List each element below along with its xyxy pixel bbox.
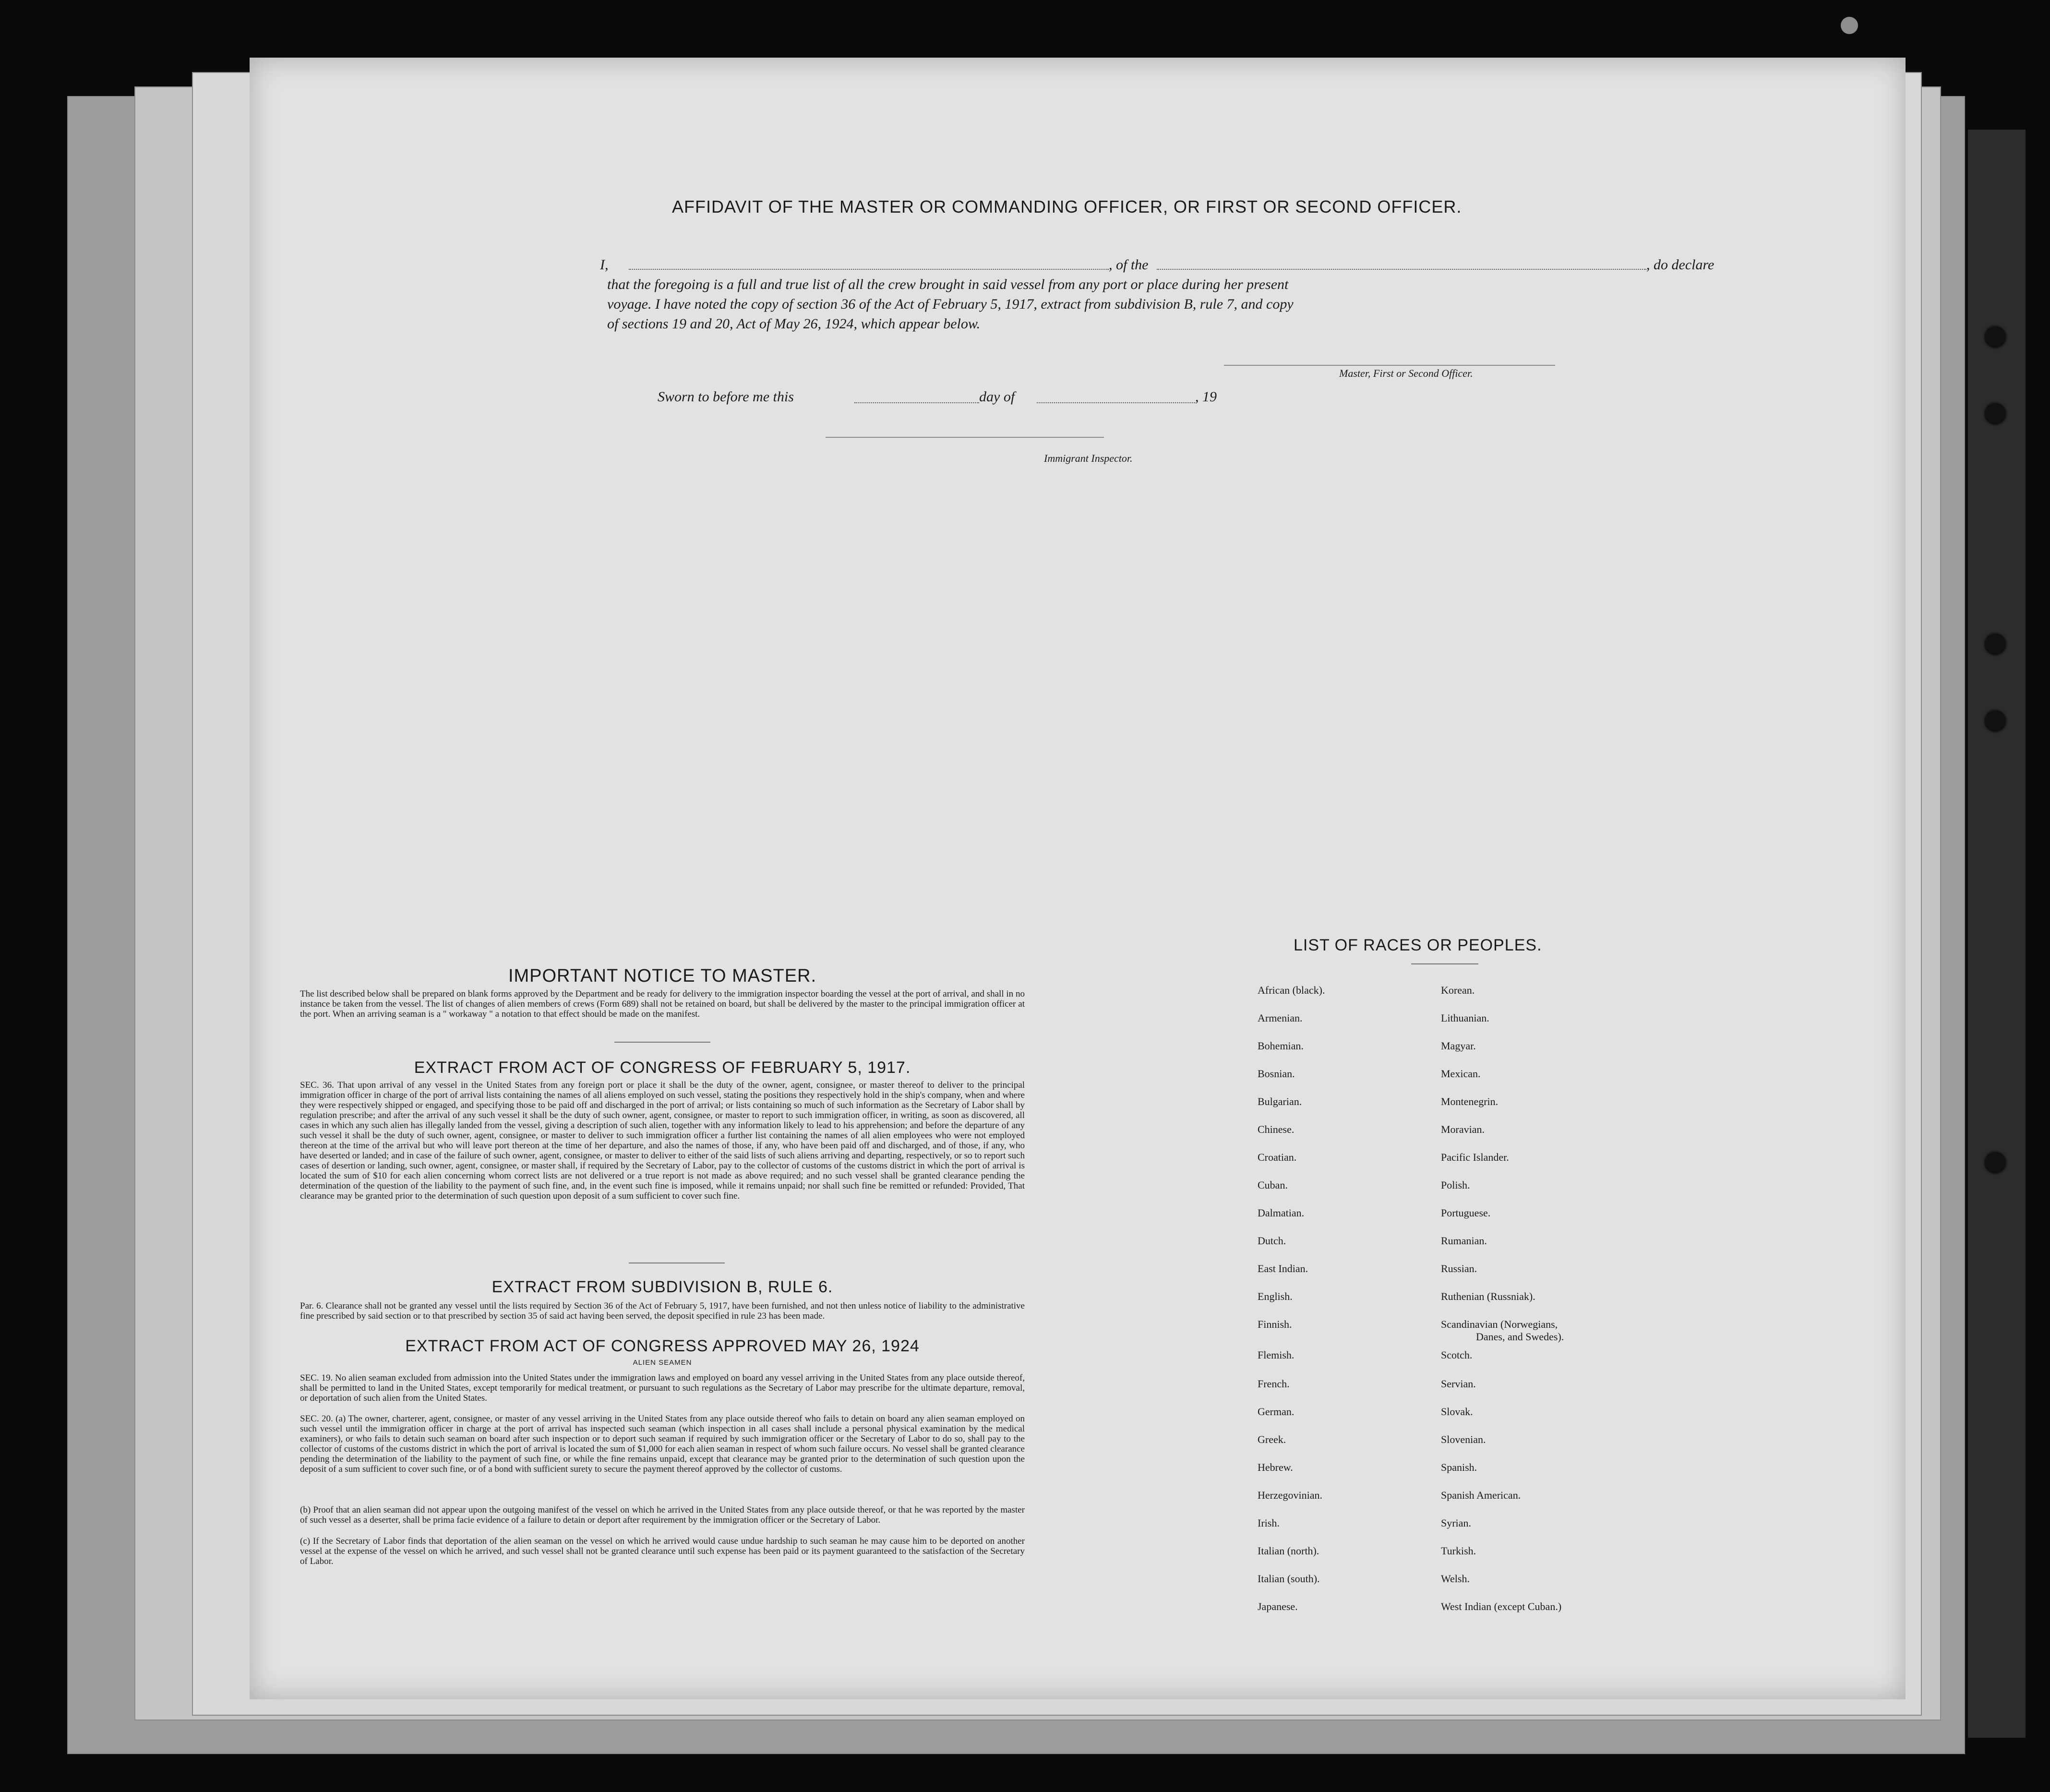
binder-hole bbox=[1985, 326, 2006, 348]
race-item: Korean. bbox=[1441, 984, 1475, 996]
affidavit-of-the: , of the bbox=[1109, 257, 1149, 273]
race-item: Moravian. bbox=[1441, 1123, 1485, 1135]
master-name-blank bbox=[629, 269, 1109, 270]
sworn-text: Sworn to before me this bbox=[658, 389, 794, 405]
race-item: German. bbox=[1258, 1406, 1295, 1418]
race-item: Irish. bbox=[1258, 1517, 1280, 1529]
inspector-signature-line bbox=[826, 437, 1104, 438]
race-item: Rumanian. bbox=[1441, 1235, 1487, 1247]
affidavit-line-3: voyage. I have noted the copy of section 36 of the Act of February 5, 1917, extract from subdivision B, rule 7, and copy bbox=[607, 296, 1294, 312]
race-item: Spanish American. bbox=[1441, 1489, 1521, 1501]
race-item: Russian. bbox=[1441, 1263, 1477, 1275]
races-title: LIST OF RACES OR PEOPLES. bbox=[1294, 936, 1542, 954]
extract-1917-text: SEC. 36. That upon arrival of any vessel in the United States from any foreign port or place it shall be the duty of the owner, agent, consignee, or master thereof to deliver to the principal immigration officer in charge of the port of arrival lists containing the names of all aliens employed on such vessel, stating the positions they respectively hold in the ship's company, when and where they were respectively shipped or engaged, and specifying those to be paid off and discharged in the port of arrival; or lists containing so much of such information as the Secretary of Labor shall by regulation prescribe; and after the arrival of any such vessel it shall be the duty of such owner, agent, consignee, or master to report to such immigration officer, in writing, as soon as discovered, all cases in which any such alien has illegally landed from the vessel, giving a description of such alien, together with any information likely to lead to his apprehension; and before the departure of any such vessel it shall be the duty of such owner, agent, consignee, or master to deliver to such immigration officer a further list containing the names of all alien employees who were not employed thereon at the time of the arrival but who will leave port thereon at the time of her departure, and also the names of those, if any, who have been paid off and discharged, and of those, if any, who have deserted or landed; and in case of the failure of such owner, agent, consignee, or master to deliver to either of the said lists of such aliens arriving and departing, respectively, or so to report such cases of desertion or landing, such owner, agent, consignee, or master shall, if required by the Secretary of Labor, pay to the collector of customs of the customs district in which the port of arrival is located the sum of $10 for each alien concerning whom correct lists are not delivered or a true report is not made as above required; and no such vessel shall be granted clearance pending the determination of the question of the liability to the payment of such fine, and, in the event such fine is imposed, while it remains unpaid; nor shall such fine be remitted or refunded: Provided, That clearance may be granted prior to the determination of such question upon deposit of a sum sufficient to cover such fine. bbox=[300, 1080, 1025, 1201]
extract-1924-sec20b: (b) Proof that an alien seaman did not appear upon the outgoing manifest of the vessel on which he arrived in the United States from any place outside thereof, or that he was reported by the master of such vessel as a deserter, shall be prima facie evidence of a failure to detain or deport after requirement by the immigration officer or the Secretary of Labor. bbox=[300, 1505, 1025, 1525]
race-item: Italian (south). bbox=[1258, 1573, 1320, 1585]
race-item: Italian (north). bbox=[1258, 1545, 1319, 1557]
vessel-name-blank bbox=[1157, 269, 1646, 270]
race-item: Polish. bbox=[1441, 1179, 1470, 1191]
corner-speck bbox=[1841, 17, 1858, 34]
race-item: Flemish. bbox=[1258, 1349, 1295, 1361]
affidavit-declare: , do declare bbox=[1646, 257, 1714, 273]
notice-title: IMPORTANT NOTICE TO MASTER. bbox=[508, 966, 817, 986]
race-item: Slovenian. bbox=[1441, 1433, 1486, 1445]
race-item: Cuban. bbox=[1258, 1179, 1288, 1191]
extract-1924-sec20c: (c) If the Secretary of Labor finds that deportation of the alien seaman on the vessel on which he arrived would cause undue hardship to such seaman he may cause him to be deported on another vessel at the expense of the vessel on which he arrived, and such vessel shall not be granted clearance until such expense has been paid or its payment guaranteed to the satisfaction of the Secretary of Labor. bbox=[300, 1536, 1025, 1566]
race-item: Portuguese. bbox=[1441, 1207, 1491, 1219]
race-item: East Indian. bbox=[1258, 1263, 1308, 1275]
race-item: Bosnian. bbox=[1258, 1068, 1295, 1080]
race-item: Mexican. bbox=[1441, 1068, 1481, 1080]
race-item: Turkish. bbox=[1441, 1545, 1476, 1557]
race-item: French. bbox=[1258, 1378, 1290, 1390]
master-caption: Master, First or Second Officer. bbox=[1339, 367, 1473, 379]
affidavit-title: AFFIDAVIT OF THE MASTER OR COMMANDING OFFICER, OR FIRST OR SECOND OFFICER. bbox=[672, 197, 1462, 216]
race-item: Croatian. bbox=[1258, 1151, 1297, 1163]
race-item: Danes, and Swedes). bbox=[1476, 1331, 1564, 1343]
notice-text: The list described below shall be prepared on blank forms approved by the Department and be ready for delivery to the immigration inspector boarding the vessel at the port of arrival, and shall in no instance be taken from the vessel. The list of changes of alien members of crews (Form 689) shall not be retained on board, but shall be delivered by the master to the principal immigration officer at the port. When an arriving seaman is a " workaway " a notation to that effect should be made on the manifest. bbox=[300, 989, 1025, 1019]
alien-seamen-subtitle: ALIEN SEAMEN bbox=[633, 1359, 692, 1367]
race-item: Slovak. bbox=[1441, 1406, 1473, 1418]
binder-hole bbox=[1985, 710, 2006, 732]
race-item: Hebrew. bbox=[1258, 1461, 1293, 1473]
year-text: , 19 bbox=[1195, 389, 1217, 405]
subdivision-text: Par. 6. Clearance shall not be granted any vessel until the lists required by Section 36 of the Act of February 5, 1917, have been furnished, and not then unless notice of liability to the administrative fine prescribed by said section or to that prescribed by section 35 of said act having been served, the deposit specified in rule 23 has been made. bbox=[300, 1301, 1025, 1321]
affidavit-line-2: that the foregoing is a full and true list of all the crew brought in said vessel from any port or place during her present bbox=[607, 277, 1289, 292]
subdivision-title: EXTRACT FROM SUBDIVISION B, RULE 6. bbox=[492, 1278, 833, 1296]
sworn-day-blank bbox=[854, 402, 979, 403]
binder-hole bbox=[1985, 1152, 2006, 1173]
master-signature-line bbox=[1224, 365, 1555, 366]
race-item: Finnish. bbox=[1258, 1318, 1292, 1330]
race-item: Bulgarian. bbox=[1258, 1095, 1302, 1107]
affidavit-i: I, bbox=[600, 257, 609, 273]
race-item: African (black). bbox=[1258, 984, 1325, 996]
race-item: Dalmatian. bbox=[1258, 1207, 1305, 1219]
race-item: West Indian (except Cuban.) bbox=[1441, 1600, 1562, 1612]
extract-1924-sec20a: SEC. 20. (a) The owner, charterer, agent, consignee, or master of any vessel arriving in the United States from any place outside thereof who fails to detain on board any alien seaman employed on such vessel until the immigration officer in charge at the port of arrival has inspected such seaman (which inspection in all cases shall include a personal physical examination by the medical examiners), or who fails to detain such seaman on board after such inspection or to deport such seaman if required by such immigration officer or the Secretary of Labor to do so, shall pay to the collector of customs of the customs district in which the port of arrival is located the sum of $1,000 for each alien seaman in respect of whom such failure occurs. No vessel shall be granted clearance pending the determination of the liability to the payment of such fine, or while the fine remains unpaid, except that clearance may be granted prior to the determination of such question upon the deposit of a sum sufficient to cover such fine, or of a bond with sufficient surety to secure the payment thereof approved by the collector of customs. bbox=[300, 1414, 1025, 1474]
race-item: Chinese. bbox=[1258, 1123, 1295, 1135]
race-item: Herzegovinian. bbox=[1258, 1489, 1322, 1501]
binder-hole bbox=[1985, 403, 2006, 424]
extract-1917-title: EXTRACT FROM ACT OF CONGRESS OF FEBRUARY 5, 1917. bbox=[414, 1058, 911, 1077]
extract-1924-sec19: SEC. 19. No alien seaman excluded from admission into the United States under the immigration laws and employed on board any vessel arriving in the United States from any place outside thereof, shall be permitted to land in the United States, except temporarily for medical treatment, or pursuant to such regulations as the Secretary of Labor may prescribe for the ultimate departure, removal, or deportation of such alien from the United States. bbox=[300, 1373, 1025, 1403]
race-item: Servian. bbox=[1441, 1378, 1476, 1390]
race-item: Montenegrin. bbox=[1441, 1095, 1499, 1107]
form-sheet bbox=[250, 58, 1906, 1699]
binder-hole bbox=[1985, 634, 2006, 655]
race-item: Bohemian. bbox=[1258, 1040, 1304, 1052]
race-item: Magyar. bbox=[1441, 1040, 1476, 1052]
race-item: Spanish. bbox=[1441, 1461, 1477, 1473]
inspector-caption: Immigrant Inspector. bbox=[1044, 452, 1133, 464]
race-item: Dutch. bbox=[1258, 1235, 1286, 1247]
race-item: Lithuanian. bbox=[1441, 1012, 1489, 1024]
race-item: Syrian. bbox=[1441, 1517, 1471, 1529]
sworn-month-blank bbox=[1037, 402, 1195, 403]
race-item: Japanese. bbox=[1258, 1600, 1298, 1612]
race-item: Scandinavian (Norwegians, bbox=[1441, 1318, 1558, 1330]
race-item: Scotch. bbox=[1441, 1349, 1473, 1361]
binder-strip bbox=[1968, 130, 2026, 1738]
race-item: Ruthenian (Russniak). bbox=[1441, 1290, 1535, 1302]
affidavit-line-4: of sections 19 and 20, Act of May 26, 1924, which appear below. bbox=[607, 316, 981, 332]
divider bbox=[1411, 963, 1478, 964]
race-item: English. bbox=[1258, 1290, 1293, 1302]
race-item: Welsh. bbox=[1441, 1573, 1470, 1585]
day-of-text: day of bbox=[979, 389, 1015, 405]
extract-1924-title: EXTRACT FROM ACT OF CONGRESS APPROVED MAY 26, 1924 bbox=[405, 1337, 920, 1355]
divider bbox=[614, 1042, 710, 1043]
race-item: Pacific Islander. bbox=[1441, 1151, 1509, 1163]
race-item: Greek. bbox=[1258, 1433, 1286, 1445]
race-item: Armenian. bbox=[1258, 1012, 1303, 1024]
